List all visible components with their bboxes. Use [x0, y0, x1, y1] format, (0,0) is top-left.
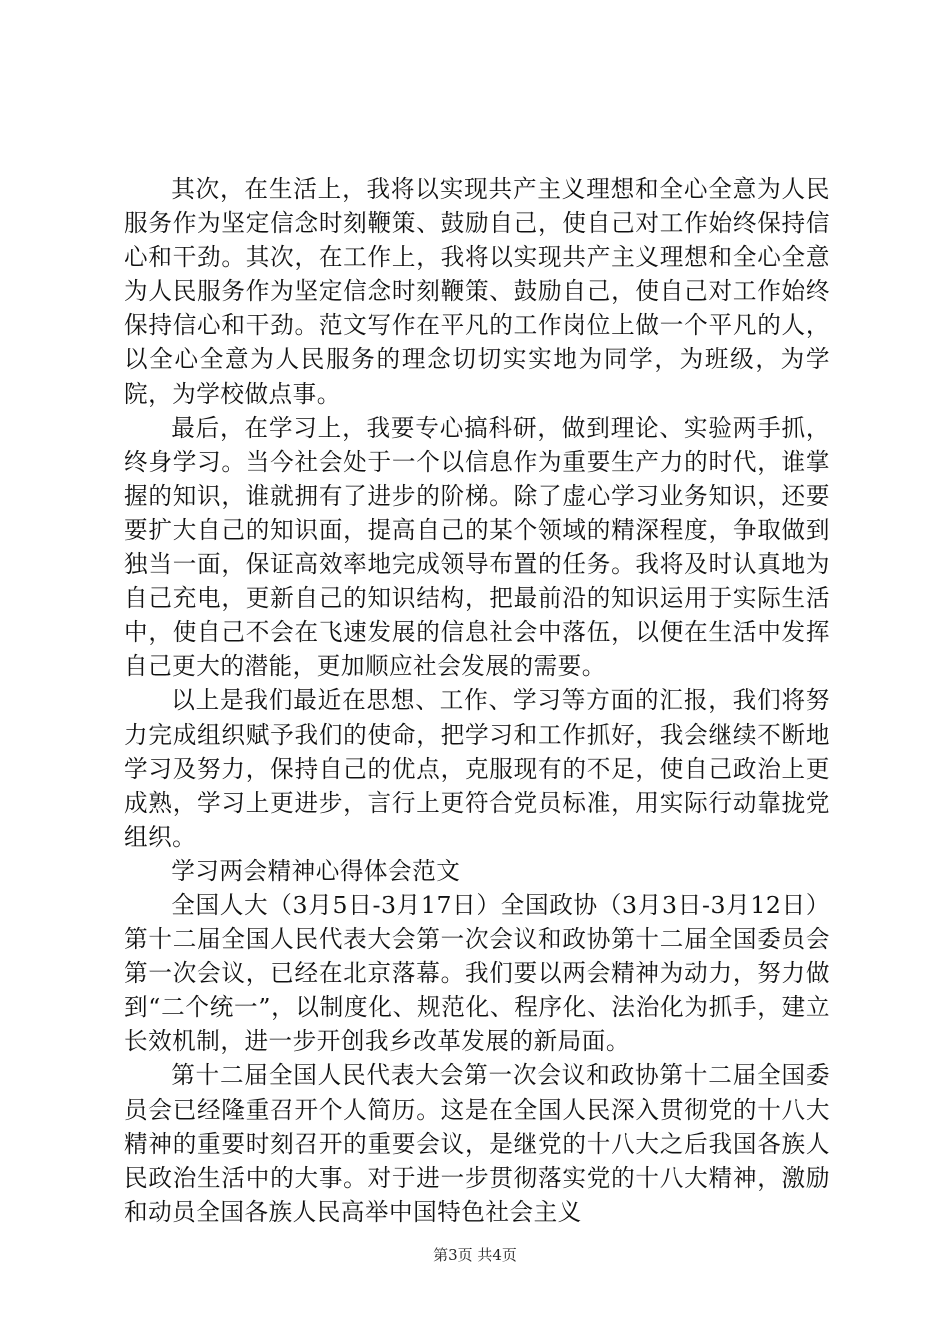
section-heading: 学习两会精神心得体会范文	[171, 856, 461, 885]
paragraph-summary: 以上是我们最近在思想、工作、学习等方面的汇报，我们将努力完成组织赋予我们的使命，把学习和工作抓好，我会继续不断地学习及努力，保持自己的优点，克服现有的不足，使自己政治上更成熟，学习上更进步，言行上更符合党员标准，用实际行动靠拢党组织。	[124, 686, 830, 851]
document-body	[124, 172, 830, 1229]
paragraph-study: 最后，在学习上，我要专心搞科研，做到理论、实验两手抓，终身学习。当今社会处于一个以信息作为重要生产力的时代，谁掌握的知识，谁就拥有了进步的阶梯。除了虚心学习业务知识，还要要扩大自己的知识面，提高自己的某个领域的精深程度，争取做到独当一面，保证高效率地完成领导布置的任务。我将及时认真地为自己充电，更新自己的知识结构，把最前沿的知识运用于实际生活中，使自己不会在飞速发展的信息社会中落伍，以便在生活中发挥自己更大的潜能，更加顺应社会发展的需要。	[124, 413, 830, 681]
paragraph-two-sessions: 全国人大（3月5日-3月17日）全国政协（3月3日-3月12日）第十二届全国人民代表大会第一次会议和政协第十二届全国委员会第一次会议，已经在北京落幕。我们要以两会精神为动力，努力做到“二个统一”，以制度化、规范化、程序化、法治化为抓手，建立长效机制，进一步开创我乡改革发展的新局面。	[124, 890, 830, 1056]
page-footer: 第3页 共4页	[433, 1246, 517, 1264]
paragraph-life: 其次，在生活上，我将以实现共产主义理想和全心全意为人民服务作为坚定信念时刻鞭策、鼓励自己，使自己对工作始终保持信心和干劲。其次，在工作上，我将以实现共产主义理想和全心全意为人民服务作为坚定信念时刻鞭策、鼓励自己，使自己对工作始终保持信心和干劲。范文写作在平凡的工作岗位上做一个平凡的人，以全心全意为人民服务的理念切切实实地为同学，为班级，为学院，为学校做点事。	[124, 175, 830, 408]
paragraph-congress: 第十二届全国人民代表大会第一次会议和政协第十二届全国委员会已经隆重召开个人简历。这是在全国人民深入贯彻党的十八大精神的重要时刻召开的重要会议，是继党的十八大之后我国各族人民政治生活中的大事。对于进一步贯彻落实党的十八大精神，激励和动员全国各族人民高举中国特色社会主义	[124, 1061, 830, 1226]
